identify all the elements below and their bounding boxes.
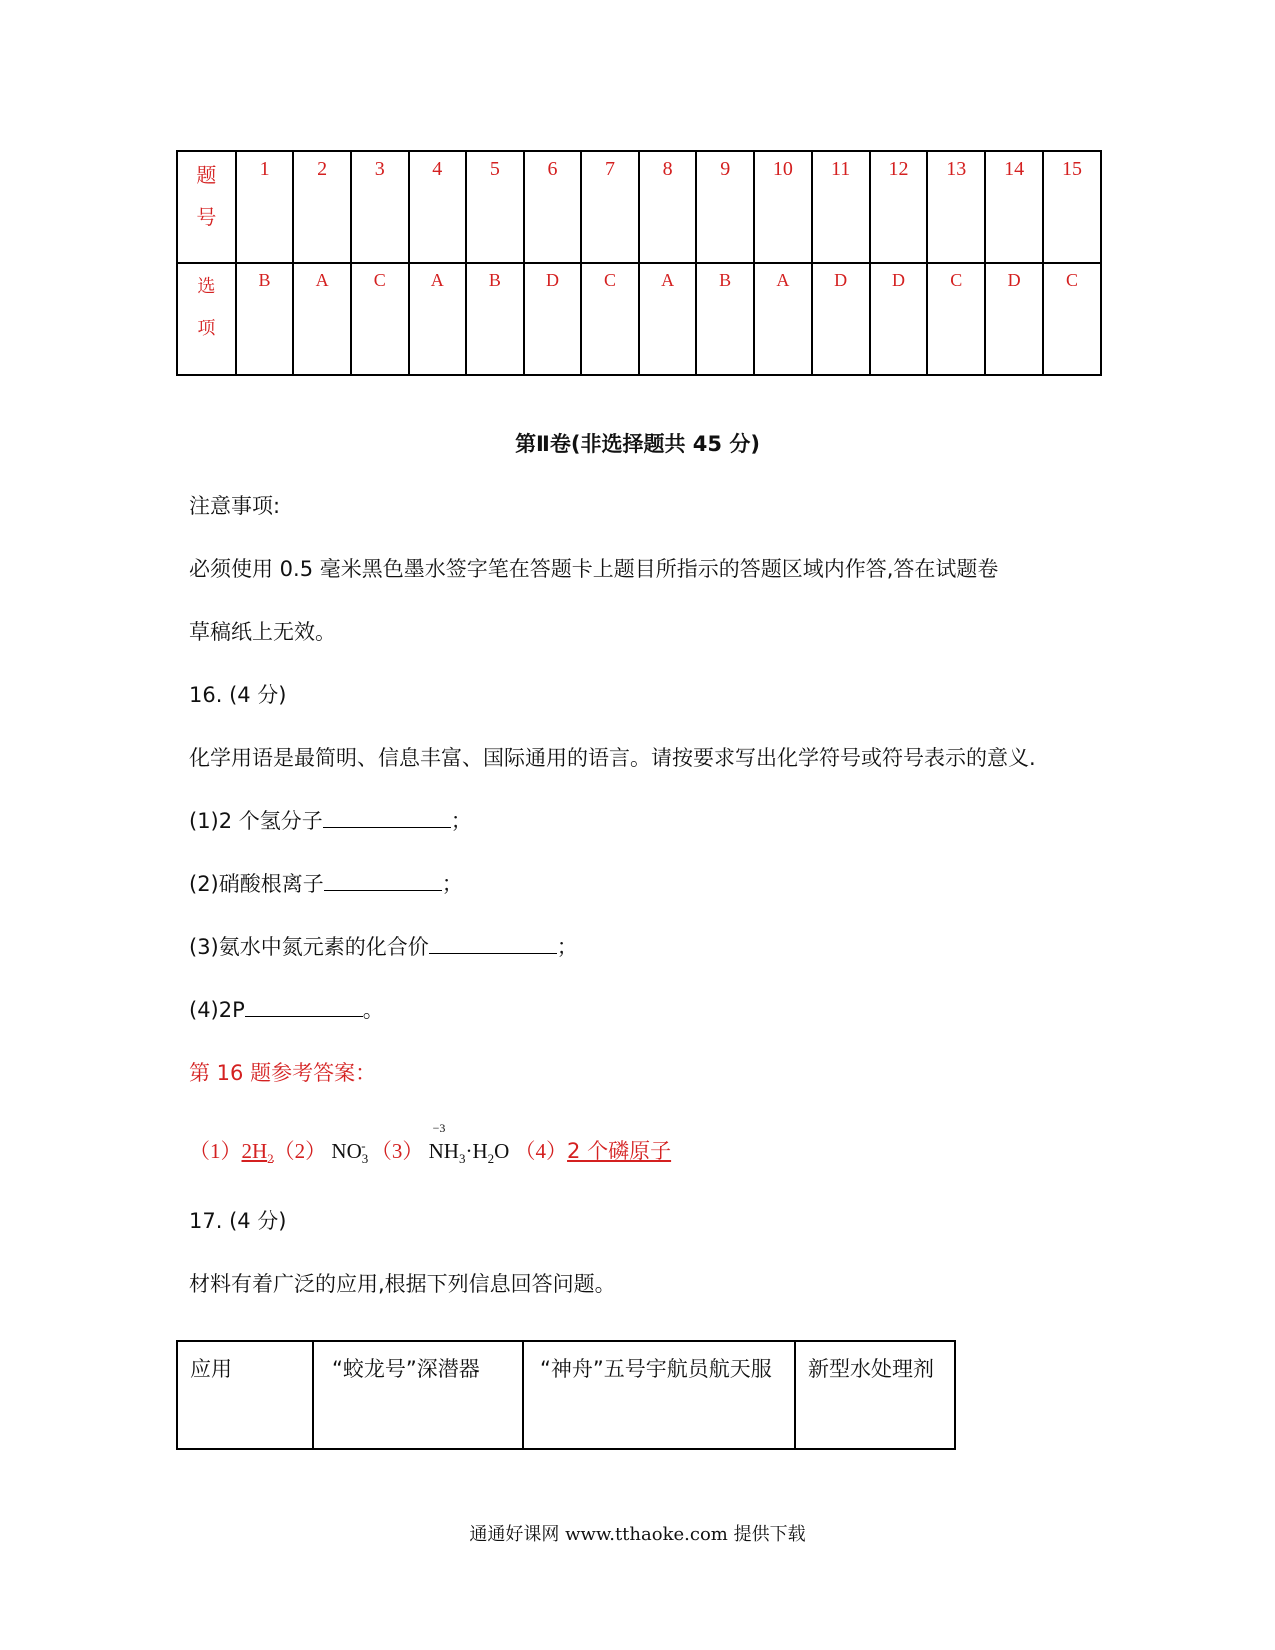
question-number: 7	[581, 151, 639, 263]
question-number: 5	[466, 151, 524, 263]
q16-item-1	[189, 805, 472, 835]
option-answer: D	[812, 263, 870, 375]
row-label-option: 选 项	[177, 263, 236, 375]
question-number: 8	[639, 151, 697, 263]
answer-blank	[323, 809, 451, 828]
question-number: 2	[293, 151, 351, 263]
q16-item-2-text: (2)硝酸根离子	[189, 872, 324, 896]
q16-item-1-text: (1)2 个氢分子	[189, 809, 323, 833]
question-number-row	[177, 151, 1101, 263]
question-number: 12	[870, 151, 928, 263]
question-number: 14	[985, 151, 1043, 263]
answer-key-table	[176, 150, 1102, 376]
option-answer: D	[870, 263, 928, 375]
question-number: 10	[754, 151, 812, 263]
option-answer: A	[754, 263, 812, 375]
option-answer: D	[985, 263, 1043, 375]
option-answer: B	[696, 263, 754, 375]
answer-prefix-3: （3）	[370, 1139, 424, 1163]
semicolon: ；	[450, 809, 472, 833]
answer-4: 2 个磷原子	[567, 1139, 672, 1163]
option-answer: C	[351, 263, 409, 375]
answer-blank	[324, 872, 442, 891]
answer-1: $2H_2$	[241, 1139, 274, 1167]
option-answer: B	[466, 263, 524, 375]
q16-header: 16. (4 分)	[189, 683, 287, 707]
materials-cell: 新型水处理剂	[795, 1341, 955, 1449]
materials-table	[176, 1340, 956, 1450]
notice-title: 注意事项:	[189, 494, 281, 518]
q16-item-4-text: (4)2P	[189, 998, 245, 1022]
q16-stem: 化学用语是最简明、信息丰富、国际通用的语言。请按要求写出化学符号或符号表示的意义.	[189, 746, 1036, 770]
option-answer: C	[581, 263, 639, 375]
option-answer: D	[524, 263, 582, 375]
answer-blank	[245, 998, 363, 1017]
q16-item-2	[189, 868, 463, 898]
question-number: 11	[812, 151, 870, 263]
answer-2: $NO_3^-$	[331, 1138, 369, 1167]
q16-item-3	[189, 931, 578, 961]
q16-item-4	[189, 994, 384, 1024]
question-number: 13	[927, 151, 985, 263]
q17-stem: 材料有着广泛的应用,根据下列信息回答问题。	[189, 1272, 616, 1296]
semicolon: ；	[556, 935, 578, 959]
materials-cell: “蛟龙号”深潜器	[313, 1341, 523, 1449]
notice-line-2: 草稿纸上无效。	[189, 620, 336, 644]
q16-answer-line	[189, 1121, 672, 1167]
q16-answer-title: 第 16 题参考答案：	[189, 1061, 377, 1085]
option-answer: C	[927, 263, 985, 375]
materials-cell: “神舟”五号宇航员航天服	[523, 1341, 795, 1449]
materials-cell: 应用	[177, 1341, 313, 1449]
question-number: 9	[696, 151, 754, 263]
notice-line-1: 必须使用 0.5 毫米黑色墨水签字笔在答题卡上题目所指示的答题区域内作答,答在试题卷	[189, 557, 999, 581]
option-answer: B	[236, 263, 294, 375]
option-answer: C	[1043, 263, 1101, 375]
question-number: 1	[236, 151, 294, 263]
answer-prefix-1: （1）	[189, 1139, 242, 1163]
question-number: 3	[351, 151, 409, 263]
row-label-question-number: 题 号	[177, 151, 236, 263]
answer-3: −3 $NH_3\cdot H_2O$	[428, 1121, 510, 1167]
semicolon: ；	[441, 872, 463, 896]
section-title: 第Ⅱ卷(非选择题共 45 分)	[515, 432, 760, 456]
option-answer: A	[639, 263, 697, 375]
answer-blank	[429, 935, 557, 954]
materials-row	[177, 1341, 955, 1449]
question-number: 15	[1043, 151, 1101, 263]
question-number: 4	[409, 151, 467, 263]
answer-prefix-4: （4）	[514, 1139, 568, 1163]
option-answer: A	[409, 263, 467, 375]
q16-item-3-text: (3)氨水中氮元素的化合价	[189, 935, 429, 959]
answer-prefix-2: （2）	[273, 1139, 327, 1163]
period: 。	[362, 998, 384, 1022]
option-answer: A	[293, 263, 351, 375]
question-number: 6	[524, 151, 582, 263]
option-row	[177, 263, 1101, 375]
q17-header: 17. (4 分)	[189, 1209, 287, 1233]
footer: 通通好课网 www.tthaoke.com 提供下载	[469, 1524, 806, 1545]
